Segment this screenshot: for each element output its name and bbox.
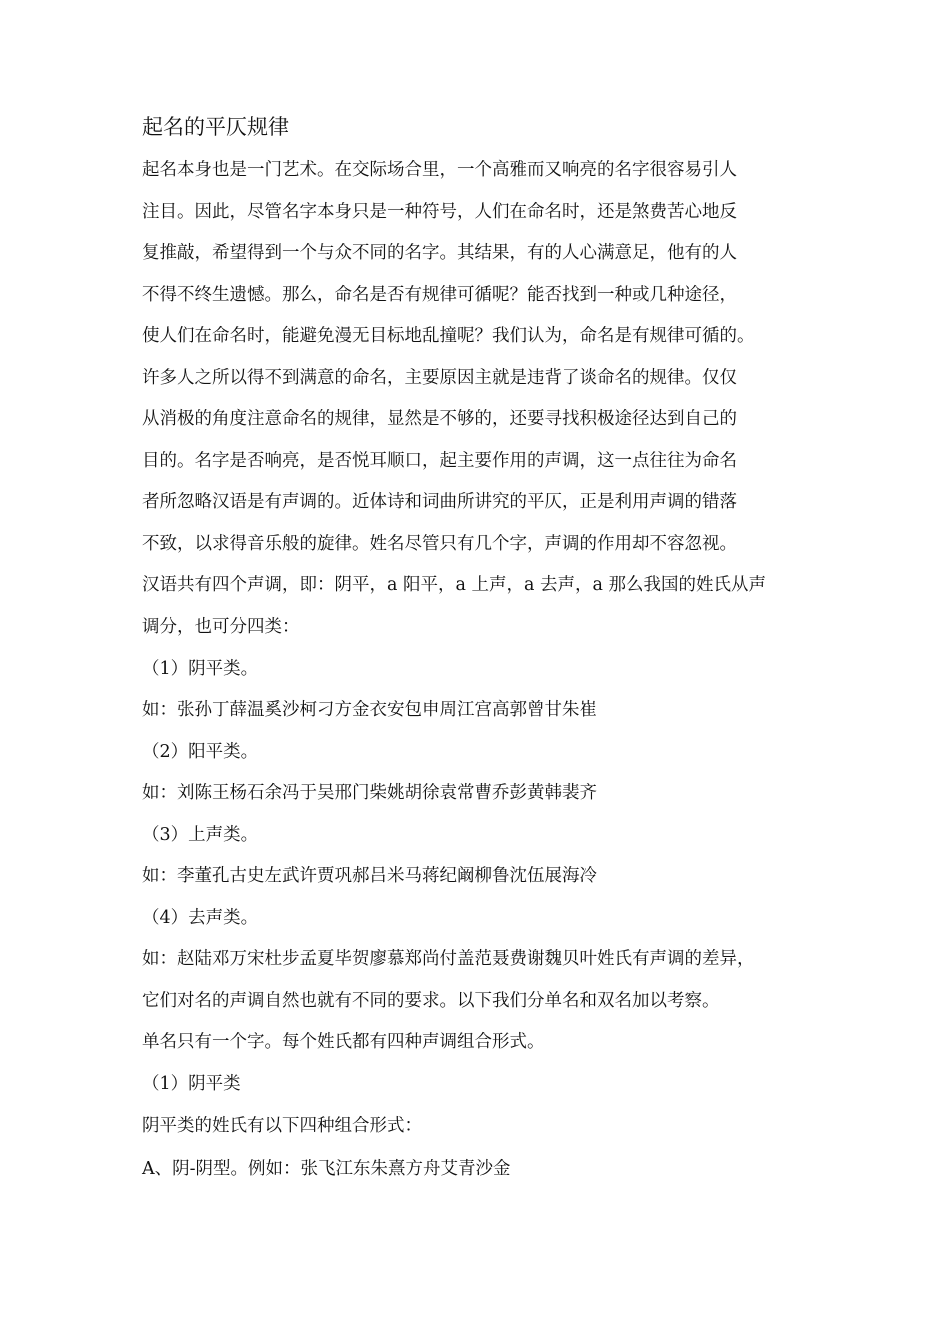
paragraph-line: 单名只有一个字。每个姓氏都有四种声调组合形式。 — [142, 1032, 545, 1052]
paragraph-line: 目的。名字是否响亮，是否悦耳顺口，起主要作用的声调，这一点往往为命名 — [142, 451, 737, 471]
paragraph-line: 不致，以求得音乐般的旋律。姓名尽管只有几个字，声调的作用却不容忽视。 — [142, 534, 737, 554]
list-heading: （1）阴平类。 — [142, 659, 259, 679]
list-heading: （1）阴平类 — [142, 1074, 241, 1094]
list-item: 如：李董孔古史左武许贾巩郝吕米马蒋纪阚柳鲁沈伍展海冷 — [142, 866, 597, 886]
paragraph-line: 调分，也可分四类： — [142, 617, 300, 637]
paragraph-line: 复推敲，希望得到一个与众不同的名字。其结果，有的人心满意足，他有的人 — [142, 243, 737, 263]
paragraph-line: 阴平类的姓氏有以下四种组合形式： — [142, 1116, 422, 1136]
list-item: 如：张孙丁薛温奚沙柯刁方金衣安包申周江宫高郭曾甘朱崔 — [142, 700, 597, 720]
list-item: 如：刘陈王杨石余冯于吴邢门柴姚胡徐袁常曹乔彭黄韩裴齐 — [142, 783, 597, 803]
paragraph-line: 汉语共有四个声调，即：阴平，a 阳平，a 上声，a 去声，a 那么我国的姓氏从声 — [142, 575, 766, 595]
paragraph-line: 许多人之所以得不到满意的命名，主要原因主就是违背了谈命名的规律。仅仅 — [142, 368, 737, 388]
paragraph-line: 它们对名的声调自然也就有不同的要求。以下我们分单名和双名加以考察。 — [142, 991, 720, 1011]
page-title: 起名的平仄规律 — [142, 115, 289, 139]
paragraph-line: 从消极的角度注意命名的规律，显然是不够的，还要寻找积极途径达到自己的 — [142, 409, 737, 429]
list-heading: （4）去声类。 — [142, 908, 259, 928]
paragraph-line: 如：赵陆邓万宋杜步孟夏毕贺廖慕郑尚付盖范聂费谢魏贝叶姓氏有声调的差异， — [142, 949, 755, 969]
paragraph-line: 起名本身也是一门艺术。在交际场合里，一个高雅而又响亮的名字很容易引人 — [142, 160, 737, 180]
paragraph-line: 使人们在命名时，能避免漫无目标地乱撞呢？我们认为，命名是有规律可循的。 — [142, 326, 755, 346]
paragraph-line: A、阴-阴型。例如：张飞江东朱熹方舟艾青沙金 — [142, 1159, 511, 1179]
list-heading: （2）阳平类。 — [142, 742, 259, 762]
list-heading: （3）上声类。 — [142, 825, 259, 845]
paragraph-line: 注目。因此，尽管名字本身只是一种符号，人们在命名时，还是煞费苦心地反 — [142, 202, 737, 222]
paragraph-line: 不得不终生遗憾。那么，命名是否有规律可循呢？能否找到一种或几种途径， — [142, 285, 737, 305]
paragraph-line: 者所忽略汉语是有声调的。近体诗和词曲所讲究的平仄，正是利用声调的错落 — [142, 492, 737, 512]
